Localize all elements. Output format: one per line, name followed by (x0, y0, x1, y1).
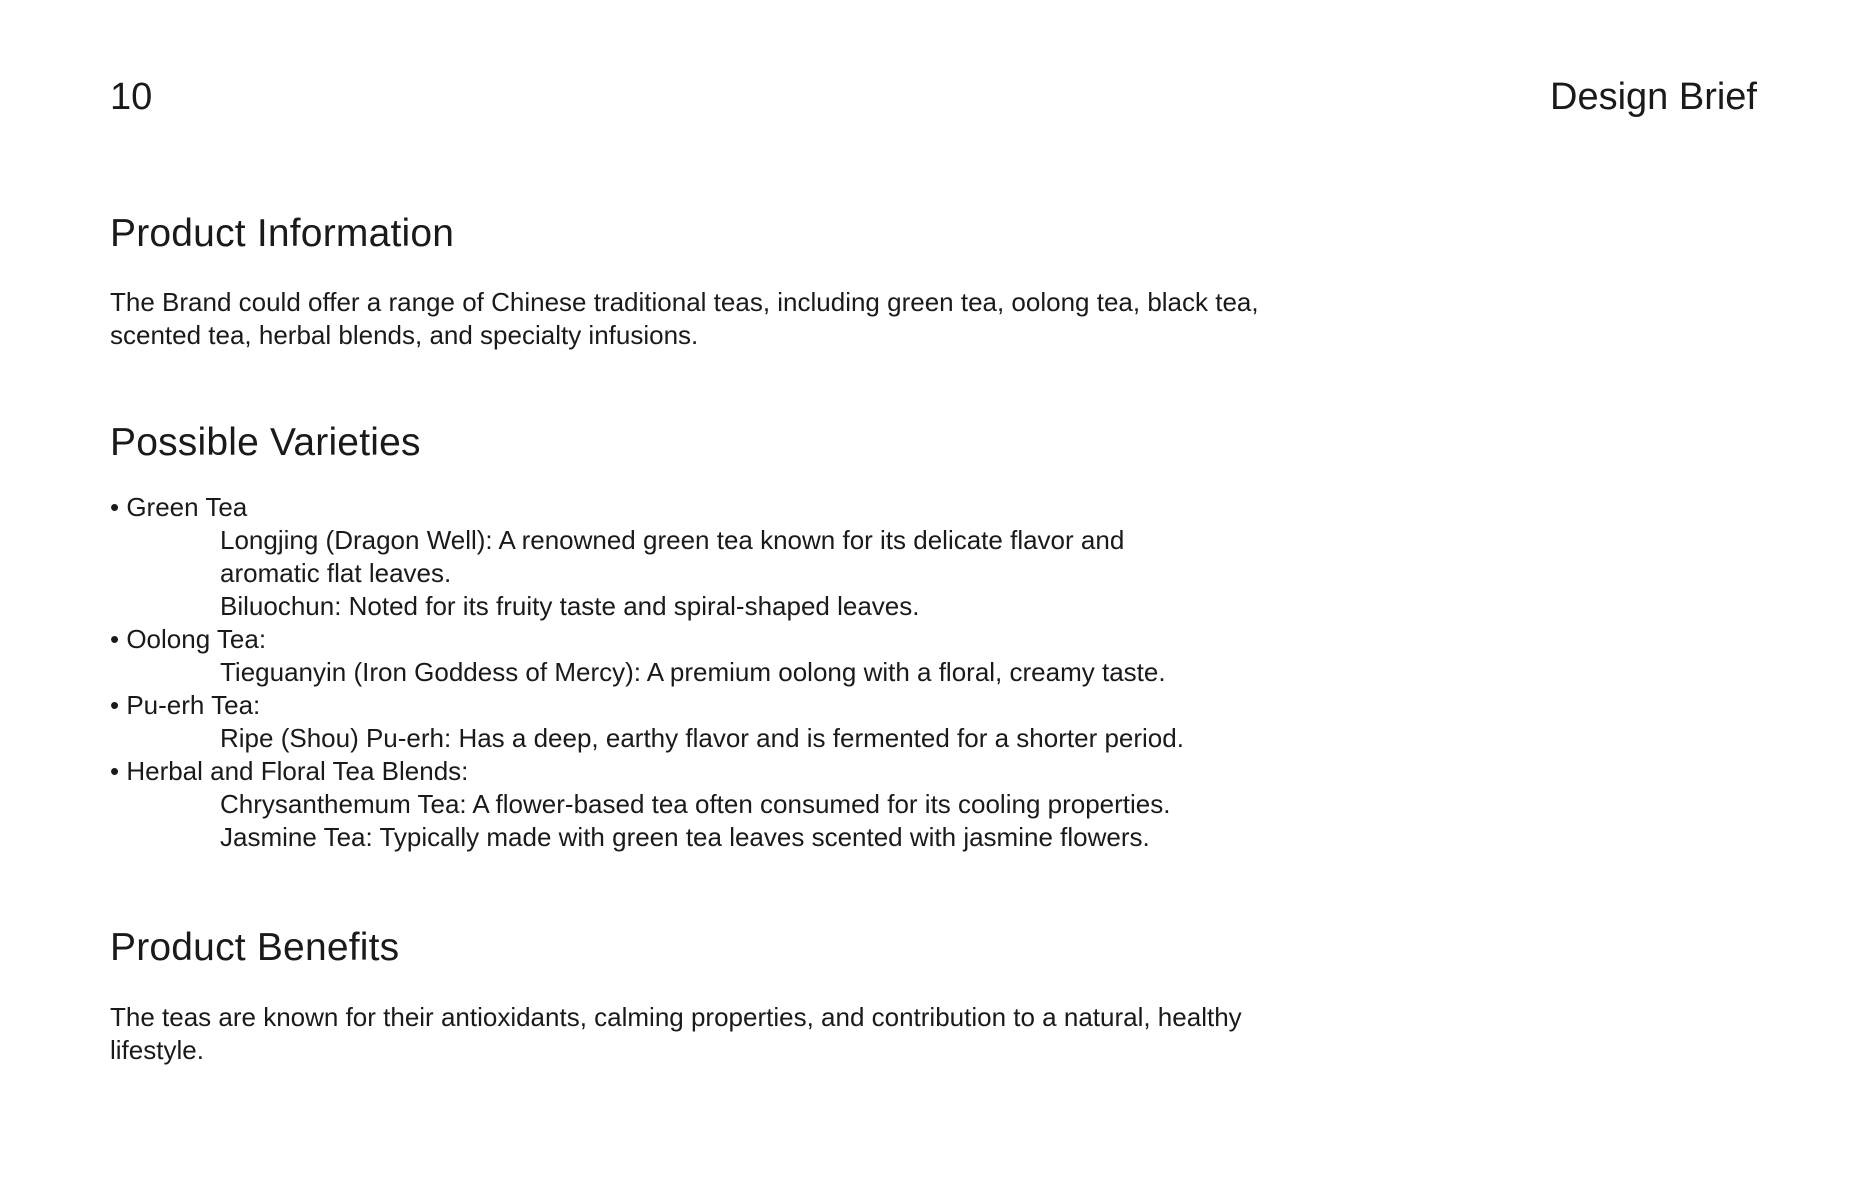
page-number: 10 (110, 76, 153, 118)
variety-group-pu-erh-tea (110, 689, 1310, 755)
variety-group-green-tea (110, 491, 1310, 623)
variety-item: Tieguanyin (Iron Goddess of Mercy): A premium oolong with a floral, creamy taste. (220, 657, 1166, 687)
product-benefits-text: The teas are known for their antioxidants, calming properties, and contribution to a natural, healthy lifestyle. (110, 1002, 1242, 1065)
product-information-text: The Brand could offer a range of Chinese traditional teas, including green tea, oolong tea, black tea, scented tea, herbal blends, and specialty infusions. (110, 287, 1259, 350)
possible-varieties-heading: Possible Varieties (110, 421, 421, 464)
variety-group-label: • Green Tea (110, 492, 248, 522)
variety-group-label: • Herbal and Floral Tea Blends: (110, 756, 469, 786)
product-information-heading: Product Information (110, 212, 455, 255)
variety-group-herbal-floral (110, 755, 1310, 854)
variety-group-label: • Pu-erh Tea: (110, 690, 261, 720)
running-title: Design Brief (1550, 76, 1757, 118)
variety-item: Longjing (Dragon Well): A renowned green tea known for its delicate flavor and aromatic flat leaves. (220, 525, 1125, 588)
product-benefits-heading: Product Benefits (110, 926, 400, 969)
variety-group-oolong-tea (110, 623, 1310, 689)
variety-item: Jasmine Tea: Typically made with green tea leaves scented with jasmine flowers. (220, 822, 1150, 852)
variety-list (110, 491, 1310, 854)
variety-item: Ripe (Shou) Pu-erh: Has a deep, earthy flavor and is fermented for a shorter period. (220, 723, 1184, 753)
variety-group-label: • Oolong Tea: (110, 624, 267, 654)
variety-item: Biluochun: Noted for its fruity taste and spiral-shaped leaves. (220, 591, 920, 621)
variety-item: Chrysanthemum Tea: A flower-based tea often consumed for its cooling properties. (220, 789, 1171, 819)
